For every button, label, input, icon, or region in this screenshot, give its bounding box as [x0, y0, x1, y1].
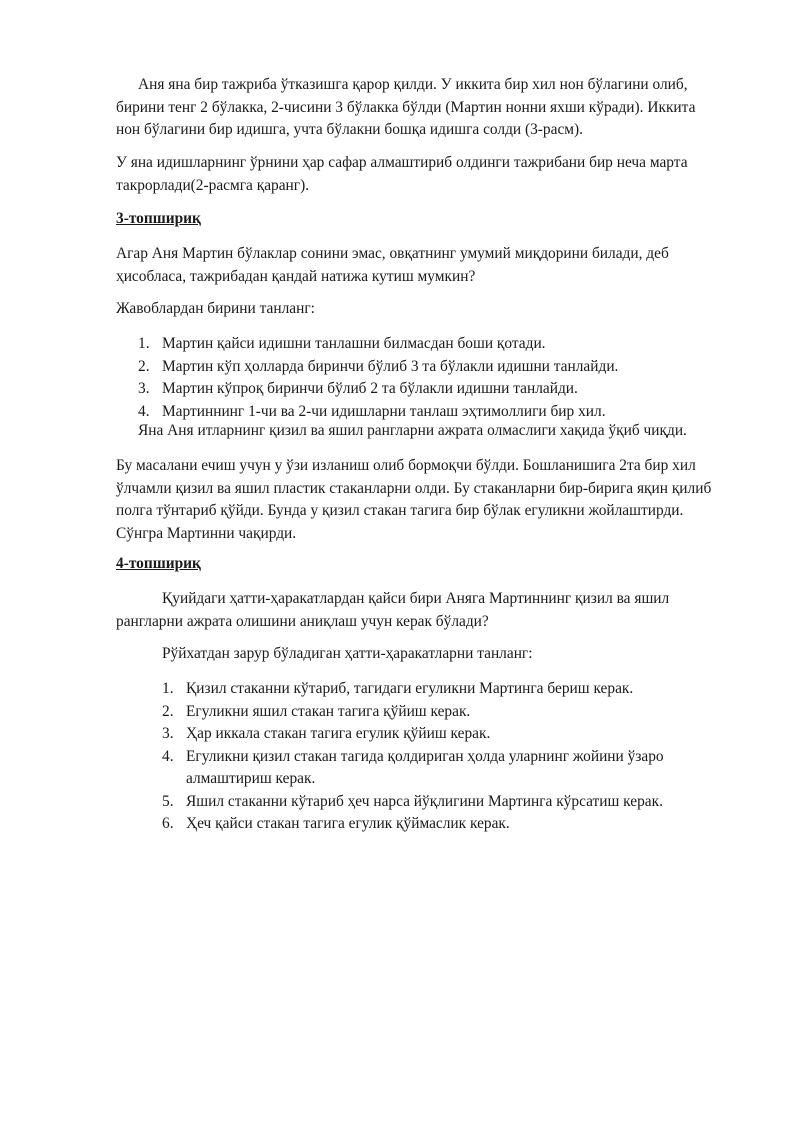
list-item [116, 813, 716, 836]
list-item-text: Мартиннинг 1-чи ва 2-чи идишларни танлаш эҳтимоллиги бир хил. [162, 402, 606, 420]
list-item-text: Қизил стаканни кўтариб, тагидаги егуликни Мартинга бериш керак. [186, 680, 634, 697]
list-item-number: 5. [162, 792, 174, 810]
list-item-text: Яшил стаканни кўтариб ҳеч нарса йўқлигини Мартинга кўрсатиш керак. [186, 792, 663, 810]
task-4-instruction: Рўйхатдан зарур бўладиган ҳатти-ҳаракатларни танланг: [162, 645, 533, 662]
list-item [116, 356, 716, 379]
list-item-number: 2. [162, 702, 174, 720]
task-3-question: Агар Аня Мартин бўлаклар сонини эмас, овқатнинг умумий миқдорини билади, деб ҳисобласа, тажрибадан қандай натижа кутиш мумкин? [116, 245, 669, 285]
list-item [116, 791, 716, 814]
list-item-text: Ҳар иккала стакан тагига егулик қўйиш керак. [186, 725, 491, 742]
task-4-question: Қуийдаги ҳатти-ҳаракатлардан қайси бири Аняга Мартиннинг қизил ва яшил рангларни ажрата олишини аниқлаш учун керак бўлади? [116, 590, 670, 630]
list-item-number: 3. [138, 380, 150, 397]
list-item-number: 1. [162, 680, 174, 697]
list-item [116, 723, 716, 746]
paragraph-repeat-experiment: У яна идишларнинг ўрнини ҳар сафар алмаштириб олдинги тажрибани бир неча марта такрорлади(2-расмга қаранг). [116, 154, 688, 194]
task-3-instruction: Жавоблардан бирини танланг: [116, 300, 315, 317]
list-item-text: Мартин қайси идишни танлашни билмасдан боши қотади. [162, 335, 546, 352]
task-4-heading: 4-топшириқ [116, 555, 201, 572]
list-item-number: 6. [162, 815, 174, 832]
paragraph-experiment-intro: Аня яна бир тажриба ўтказишга қарор қилди. У иккита бир хил нон бўлагини олиб, бирини тенг 2 бўлакка, 2-чисини 3 бўлакка бўлди (Мартин нонни яхши кўради). Иккита нон бўлагини бир идишга, учта бўлакни бошқа идишга солди (3-расм). [116, 76, 696, 138]
list-item-text: Ҳеч қайси стакан тагига егулик қўймаслик керак. [186, 815, 510, 832]
list-item-number: 3. [162, 725, 174, 742]
list-item-text: Мартин кўпроқ биринчи бўлиб 2 та бўлакли идишни танлайди. [162, 380, 578, 397]
list-item-text: Мартин кўп ҳолларда биринчи бўлиб 3 та бўлакли идишни танлайди. [162, 357, 619, 375]
list-item [116, 333, 716, 356]
task-3-answer-list [116, 333, 716, 423]
list-item-number: 2. [138, 357, 150, 375]
list-item-number: 1. [138, 335, 150, 352]
paragraph-cups-experiment: Бу масалани ечиш учун у ўзи изланиш олиб бормоқчи бўлди. Бошланишига 2та бир хил ўлчамли қизил ва яшил пластик стаканларни олди. Бу стаканларни бир-бирига яқин қилиб полга тўнтариб қўйди. Бунда у қизил стакан тагига бир бўлак егуликни жойлаштирди. Сўнгра Мартинни чақирди. [116, 457, 712, 542]
list-item-text: Егуликни яшил стакан тагига қўйиш керак. [186, 702, 471, 720]
list-item-number: 4. [162, 747, 174, 765]
paragraph-color-reading: Яна Аня итларнинг қизил ва яшил рангларни ажрата олмаслиги хақида ўқиб чиқди. [138, 422, 687, 439]
list-item [116, 378, 716, 401]
task-4-action-list [116, 678, 716, 836]
list-item [116, 746, 716, 791]
task-3-heading: 3-топшириқ [116, 210, 201, 227]
list-item [116, 678, 716, 701]
list-item-number: 4. [138, 402, 150, 420]
list-item [116, 701, 716, 724]
list-item-text: Егуликни қизил стакан тагида қолдириган ҳолда уларнинг жойини ўзаро алмаштириш керак. [186, 747, 664, 787]
